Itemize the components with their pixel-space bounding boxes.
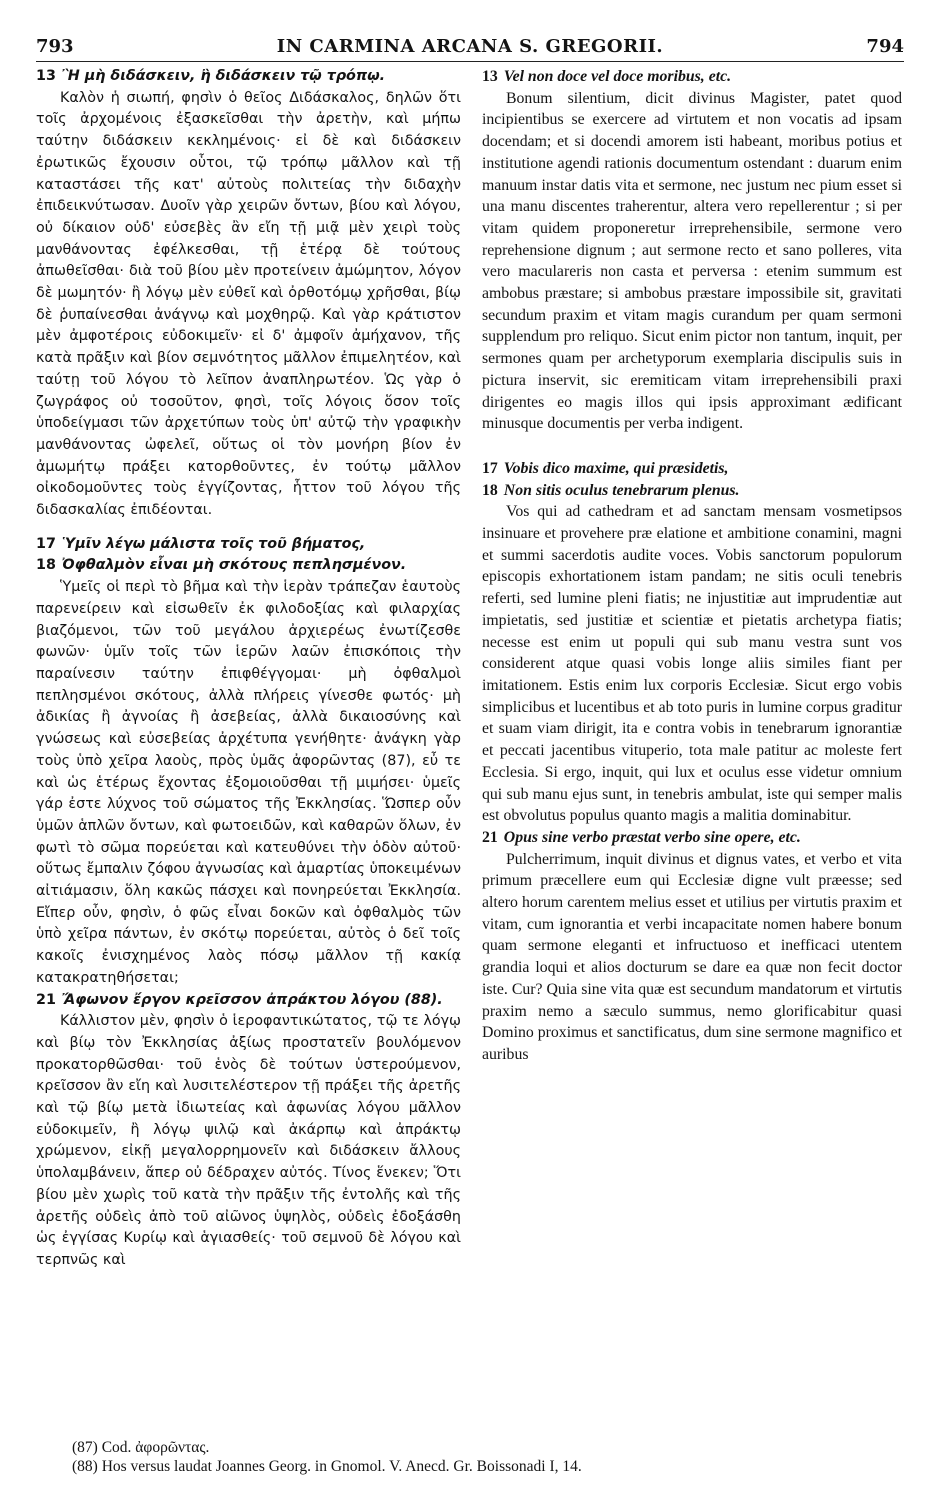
lemma-number: 18: [36, 557, 56, 574]
greek-paragraph-17: Ὑμεῖς οἱ περὶ τὸ βῆμα καὶ τὴν ἱερὰν τράπεζαν ἑαυτοὺς παρενείρειν καὶ εἰσωθεῖν ἐκ φιλοδοξίας καὶ φιλαρχίας βιαζόμενοι, τῶν τοῦ μεγάλου ἀρχιερέως ἐνωτίζεσθε φωνῶν· ὑμῖν τοῖς τῶν ἱερῶν λαῶν ἐπισκόποις τὴν παραίνεσιν ταύτην ἐπιφθέγγομαι· μὴ ὀφθαλμοὶ πεπλησμένοι σκότους, ἀλλὰ πλήρεις γίνεσθε φωτός· μὴ ἀδικίας ἢ ἀγνοίας ἢ ἀσεβείας, ἀλλὰ δικαιοσύνης καὶ γνώσεως καὶ εὐσεβείας ἀρχέτυπα γενήθητε· ἀνάγκη γὰρ τοὺς ὑπὸ χεῖρα λαοὺς, πρὸς ὑμᾶς ἀφορῶντας (87), εὖ τε καὶ ὡς ἑτέρως ἔχοντας ἐξομοιοῦσθαι τῇ μιμήσει· ὑμεῖς γάρ ἐστε λύχνος τοῦ σώματος τῆς Ἐκκλησίας. Ὥσπερ οὖν ὑμῶν ἁπλῶν ὄντων, καὶ φωτοειδῶν, καὶ καθαρῶν ὅλων, ἐν φωτὶ τὸ σῶμα πορεύεται καὶ κατευθύνει τὴν ὁδὸν αὐτοῦ· οὕτως ἔμπαλιν ζόφου ἀγνωσίας καὶ ἁμαρτίας ὑποκειμένων αἰτιάμασιν, ὅλη κακῶς πάσχει καὶ πονηρεύεται Ἐκκλησία. Εἴπερ οὖν, φησὶν, ὁ φῶς εἶναι δοκῶν καὶ ὀφθαλμὸς τῶν ὑπὸ χεῖρα πάντων, ἐν σκότῳ πορεύεται, αὐτὸς ὁ δεῖ τοῖς κακοῖς ἐνισχημένος λαὸς πόσῳ μᾶλλον τῇ κακίᾳ κατακρατηθήσεται;: [36, 579, 461, 986]
lemma-text: Ὑμῖν λέγω μάλιστα τοῖς τοῦ βήματος,: [61, 535, 366, 552]
lemma-text: Ὀφθαλμὸν εἶναι μὴ σκότους πεπλησμένον.: [61, 557, 407, 574]
lemma-number: 21: [482, 828, 498, 846]
running-title: IN CARMINA ARCANA S. GREGORII.: [276, 36, 664, 57]
latin-lemma-21: [482, 827, 902, 849]
latin-lemma-13: [482, 66, 902, 88]
lemma-number: 17: [36, 535, 56, 552]
lemma-number: 13: [482, 68, 498, 85]
lemma-text: Ἢ μὴ διδάσκειν, ἢ διδάσκειν τῷ τρόπῳ.: [61, 68, 386, 84]
lemma-text: Vobis dico maxime, qui præsidetis,: [503, 459, 729, 477]
greek-lemma-13: [36, 66, 461, 88]
greek-paragraph-21: Κάλλιστον μὲν, φησὶν ὁ ἱεροφαντικώτατος, τῷ τε λόγῳ καὶ βίῳ τὸν Ἐκκλησίας ἀξίως προστατεῖν βουλόμενον προκατορθῶσθαι· τοῦ ἑνὸς δὲ τούτων ὑστερούμενον, κρεῖσσον ἂν εἴη καὶ λυσιτελέστερον τῇ πράξει τῆς ἀρετῆς καὶ τῷ βίῳ μετὰ ἰδιωτείας καὶ ἀφωνίας λόγου μᾶλλον εὐδοκιμεῖν, ἢ λόγῳ ψιλῷ καὶ ἀκάρπῳ καὶ ἀπράκτῳ χρώμενον, εἰκῇ μεγαλορρημονεῖν καὶ διδάσκειν ἄλλους ὑπολαμβάνειν, ἅπερ οὐ δέδραχεν αὐτός. Τίνος ἕνεκεν; Ὅτι βίου μὲν χωρὶς τοῦ κατὰ τὴν πρᾶξιν τῆς ἐντολῆς καὶ τῆς ἀρετῆς οὐδεὶς ἀπὸ τοῦ αἰῶνος ὑψηλὸς, οὐδεὶς ἐδοξάσθη ὡς ἐγγίσας Κυρίῳ καὶ ἁγιασθείς· τοῦ σεμνοῦ δὲ λόγου καὶ τερπνῶς καὶ: [36, 1013, 461, 1268]
lemma-number: 13: [36, 68, 56, 84]
lemma-number: 21: [36, 991, 56, 1008]
footnotes: [72, 1438, 892, 1476]
greek-lemma-17: [36, 534, 461, 556]
lemma-number: 17: [482, 459, 498, 477]
header-rule: [36, 61, 904, 62]
lemma-number: 18: [482, 481, 498, 499]
latin-paragraph-17: Vos qui ad cathedram et ad sanctam mensam vosmetipsos insinuare et provehere præ elatione et ambitione conamini, magni et summi sacerdotis audite voces. Vobis sanctorum populorum episcopis exhortationem istam pandam; ne sitis oculi tenebris referti, sed lumine pleni fiatis; ne injustitiæ aut imprudentiæ aut impietatis, sed justitiæ et scientiæ et pietatis archetypa fiatis; necesse est enim ut populi qui sub manu vestra sunt vos considerent atque quasi vobis longe aliis similes fiant per imitationem. Estis enim lux corporis Ecclesiæ. Sicut ergo vobis simplicibus et lucentibus et ab toto puris in lumine corpus graditur et suam viam dirigit, ita e contra vobis in tenebrarum ignorantiæ et peccati jacentibus vituperio, tota male patitur ac moleste fert Ecclesia. Si ergo, inquit, qui lux et oculus esse videtur omnium qui sub manu ejus sunt, in tenebris ambulat, iste qui semper malis est obvolutus populus quanto magis a malitia dominabitur.: [482, 503, 902, 825]
lemma-text: Vel non doce vel doce moribus, etc.: [503, 68, 732, 85]
greek-lemma-18: [36, 555, 461, 577]
greek-lemma-21: [36, 990, 461, 1012]
lemma-text: Non sitis oculus tenebrarum plenus.: [503, 481, 740, 499]
latin-paragraph-21: Pulcherrimum, inquit divinus et dignus vates, et verbo et vita primum præcellere eum qui Ecclesiæ digne vult præesse; sed altero horum carentem melius esset et utilius per virtutis praxim et vitam, cum ignorantia et verbi incapacitate nomen habere bonum quam sermone eleganti et infructuoso et inefficaci utentem grandia loqui et alios docturum se dare ea quæ non fecit doctor iste. Cur? Quia sine vita quæ est secundum mandatorum et virtutis praxim nemo a sæculo summus, nemo glorificabitur quasi Domino proximus et sanctificatus, dum sine sermone magnifico et auribus: [482, 850, 902, 1063]
greek-column: [36, 66, 461, 1272]
latin-lemma-17: [482, 458, 902, 480]
running-header: [36, 36, 904, 60]
page-number-left: 793: [36, 36, 74, 57]
footnote-88: (88) Hos versus laudat Joannes Georg. in Gnomol. V. Anecd. Gr. Boissonadi I, 14.: [72, 1458, 582, 1475]
page-number-right: 794: [866, 36, 904, 57]
greek-paragraph-13: Καλὸν ἡ σιωπή, φησὶν ὁ θεῖος Διδάσκαλος, δηλῶν ὅτι τοῖς ἀρχομένοις ἐξασκεῖσθαι τὴν ἀρετὴν, καὶ μήπω ταύτην διδάσκειν κεκλημένοις· εἰ δὲ καὶ διδάσκειν ἐρωτικῶς ἔχουσιν οὗτοι, τῷ τρόπῳ μᾶλλον καὶ τῇ καταστάσει τῆς κατ' αὐτοὺς πολιτείας τὴν διδαχὴν ἐπιδεικνύτωσαν. Δυοῖν γὰρ χειρῶν ὄντων, βίου καὶ λόγου, οὐ δίκαιον οὐδ' εὐσεβὲς ἂν εἴη τῇ μιᾷ μὲν χειρὶ τοὺς μανθάνοντας ἐφέλκεσθαι, τῇ ἑτέρᾳ δὲ τούτους ἀπωθεῖσθαι· διὰ τοῦ βίου μὲν προτείνειν ἀμώμητον, λόγον δὲ μωμητόν· ἢ λόγῳ μὲν εὐθεῖ καὶ ὀρθοτόμῳ χρῆσθαι, βίῳ δὲ ῥυπαίνεσθαι ἀνάγνῳ καὶ μοχθηρῷ. Καὶ γὰρ κράτιστον μὲν ἀμφοτέροις εὐδοκιμεῖν· εἰ δ' ἀμφοῖν ἀμήχανον, τῆς κατὰ πρᾶξιν καὶ βίον σεμνότητος μᾶλλον ἐπιμελητέον, καὶ ταύτῃ τοῦ λόγου τὸ λεῖπον ἀναπληρωτέον. Ὡς γὰρ ὁ ζωγράφος οὐ τοσοῦτον, φησὶ, τοῖς λόγοις ὅσον τοῖς ὑποδείγμασι τῶν ἀρχετύπων τοὺς ὑπ' αὐτῷ τὴν γραφικὴν μανθάνοντας ὠφελεῖ, οὕτως οἱ τὸν μονήρη βίον ἐν ἀμωμήτῳ πράξει κατορθοῦντες, ἐν τούτῳ μᾶλλον οἰκοδομοῦντες τοὺς ἐγγίζοντας, ἧττον τοῦ λόγου τῆς διδασκαλίας ἐπιδέονται.: [36, 89, 461, 519]
footnote-87: (87) Cod. ἀφορῶντας.: [72, 1439, 210, 1456]
latin-column: [482, 66, 902, 1066]
lemma-text: Opus sine verbo præstat verbo sine opere, etc.: [503, 828, 801, 846]
latin-paragraph-13: Bonum silentium, dicit divinus Magister, patet quod incipientibus se exercere ad virtutem et non vocatis ad ipsam docendam; et si docendi amorem isti habeant, moribus potius et institutione agendi rationis documentum ostendant : duarum enim manuum instar datis vita et sermone, nec justum nec pium esset si una manu discentes traherentur, altera vero repellerentur ; si per vitam quidem proponeretur irreprehensibile, sermone vero reprehensione dignum ; aut sermone recto et sano polleres, vita vero maculareris non casta et perversa : etenim summum est ambobus præstare; si ambobus præstare impossibile sit, gravitati secundum praxim et vitam magis curandum per quam sermoni supplendum pro reliquo. Sicut enim pictor non tantum, inquit, per sermones quam per archetyporum exemplaria discipulis suis in pictura inservit, sic eremiticam vitam irreprehensibili praxi dirigentes eo magis illos qui ipsis approximant ædificant minusque documentis per verba indigent.: [482, 89, 902, 433]
latin-lemma-18: [482, 480, 902, 502]
lemma-text: Ἄφωνον ἔργον κρεῖσσον ἀπράκτου λόγου (88).: [61, 991, 443, 1008]
